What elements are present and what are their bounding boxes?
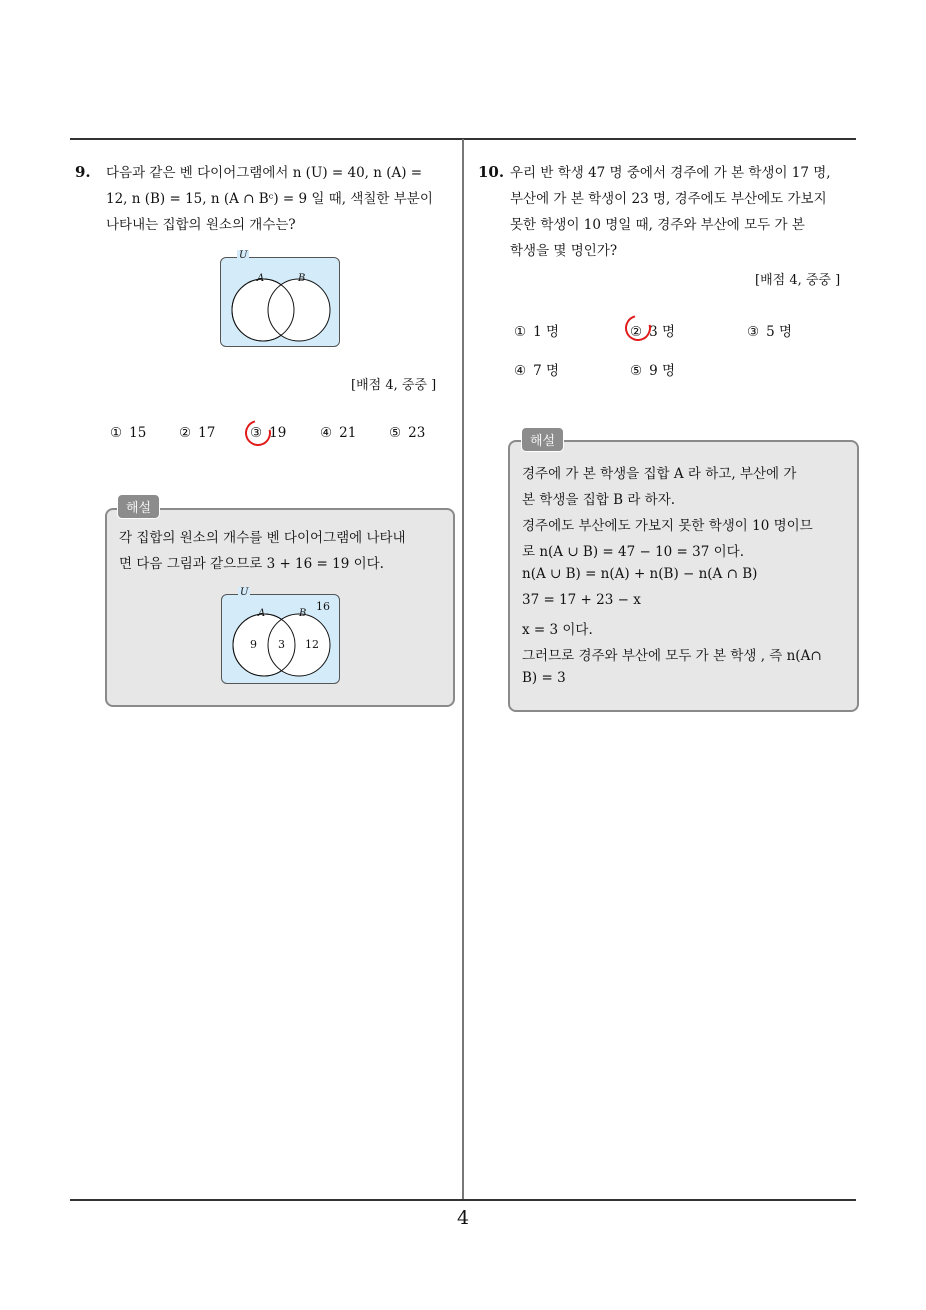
choice-marker: ②: [179, 425, 192, 441]
q9-choice-5[interactable]: [389, 425, 425, 441]
q10-line-4: 학생을 몇 명인가?: [510, 243, 618, 259]
q9-solution-line-2: 면 다음 그림과 같으므로 3 + 16 = 19 이다.: [119, 556, 384, 572]
q10-answer-circle: [620, 310, 656, 346]
q9-line-3: 나타내는 집합의 원소의 개수는?: [106, 217, 296, 233]
q10-solution-line-4: 로 n(A ∪ B) = 47 − 10 = 37 이다.: [522, 544, 745, 560]
q10-choice-5[interactable]: [630, 359, 675, 379]
choice-text: 7 명: [533, 363, 560, 379]
q9-venn-label-a: A: [257, 273, 265, 284]
q10-solution-line-6: 37 = 17 + 23 − x: [522, 592, 641, 608]
q10-line-2: 부산에 가 본 학생이 23 명, 경주에도 부산에도 가보지: [510, 191, 827, 207]
q10-score-meta: [배점 4, 중중 ]: [755, 273, 841, 288]
choice-marker: ①: [514, 324, 527, 340]
bottom-rule: [70, 1199, 856, 1201]
q9-solution-line-1: 각 집합의 원소의 개수를 벤 다이어그램에 나타내: [119, 530, 406, 546]
sol-venn-outside-count: 16: [316, 600, 330, 613]
choice-text: 1 명: [533, 324, 560, 340]
q9-solution-box: [105, 508, 455, 707]
q9-text: [106, 160, 456, 238]
choice-marker: ③: [747, 324, 760, 340]
q9-answer-circle: [240, 415, 276, 451]
choice-text: 19: [269, 425, 287, 441]
q10-line-3: 못한 학생이 10 명일 때, 경주와 부산에 모두 가 본: [510, 217, 805, 233]
q10-solution-box: [508, 440, 859, 712]
q10-solution-line-2: 본 학생을 집합 B 라 하자.: [522, 492, 676, 508]
q9-choice-2[interactable]: [179, 425, 215, 441]
q10-solution-line-7: x = 3 이다.: [522, 622, 593, 638]
column-divider: [462, 139, 464, 1200]
q9-line-1: 다음과 같은 벤 다이어그램에서 n (U) = 40, n (A) =: [106, 165, 423, 181]
choice-marker: ②: [630, 324, 643, 340]
q10-solution-line-8: 그러므로 경주와 부산에 모두 가 본 학생 , 즉 n(A∩: [522, 648, 822, 664]
choice-marker: ③: [250, 425, 263, 441]
q10-choice-3[interactable]: [747, 320, 792, 340]
q10-solution-line-5: n(A ∪ B) = n(A) + n(B) − n(A ∩ B): [522, 566, 758, 582]
q9-solution-venn-diagram: [221, 587, 340, 684]
choice-text: 15: [129, 425, 147, 441]
choice-marker: ④: [320, 425, 333, 441]
sol-venn-label-b: B: [299, 608, 307, 619]
q10-solution-line-1: 경주에 가 본 학생을 집합 A 라 하고, 부산에 가: [522, 466, 797, 482]
choice-marker: ⑤: [389, 425, 402, 441]
q10-choice-1[interactable]: [514, 320, 559, 340]
q10-solution-line-3: 경주에도 부산에도 가보지 못한 학생이 10 명이므: [522, 518, 813, 534]
sol-venn-label-u: U: [240, 587, 249, 598]
q9-line-2: 12, n (B) = 15, n (A ∩ Bᶜ) = 9 일 때, 색칠한 부분이: [106, 191, 433, 207]
choice-text: 3 명: [649, 324, 676, 340]
q10-line-1: 우리 반 학생 47 명 중에서 경주에 가 본 학생이 17 명,: [510, 165, 831, 181]
choice-marker: ⑤: [630, 363, 643, 379]
q10-solution-line-9: B) = 3: [522, 670, 566, 686]
choice-text: 23: [408, 425, 426, 441]
sol-venn-both-count: 3: [278, 638, 285, 651]
q9-solution-tab: 해설: [117, 494, 160, 519]
q9-choice-4[interactable]: [320, 425, 356, 441]
choice-text: 9 명: [649, 363, 676, 379]
q9-choice-1[interactable]: [110, 425, 146, 441]
q10-text: [510, 160, 860, 264]
q9-venn-label-u: U: [239, 250, 248, 261]
choice-text: 21: [339, 425, 357, 441]
sol-venn-b-only-count: 12: [305, 638, 319, 651]
q9-venn-label-b: B: [298, 273, 306, 284]
choice-marker: ④: [514, 363, 527, 379]
sol-venn-a-only-count: 9: [250, 638, 257, 651]
q10-number: 10.: [478, 163, 505, 181]
q10-solution-tab: 해설: [521, 427, 564, 452]
q10-choice-4[interactable]: [514, 359, 559, 379]
q9-venn-circle-b: [268, 279, 330, 341]
q9-number: 9.: [75, 163, 91, 181]
q9-venn-diagram: [220, 250, 340, 347]
q9-score-meta: [배점 4, 중중 ]: [351, 378, 437, 393]
choice-text: 17: [198, 425, 216, 441]
sol-venn-label-a: A: [258, 608, 266, 619]
choice-marker: ①: [110, 425, 123, 441]
choice-text: 5 명: [766, 324, 793, 340]
page-number: 4: [456, 1207, 470, 1229]
